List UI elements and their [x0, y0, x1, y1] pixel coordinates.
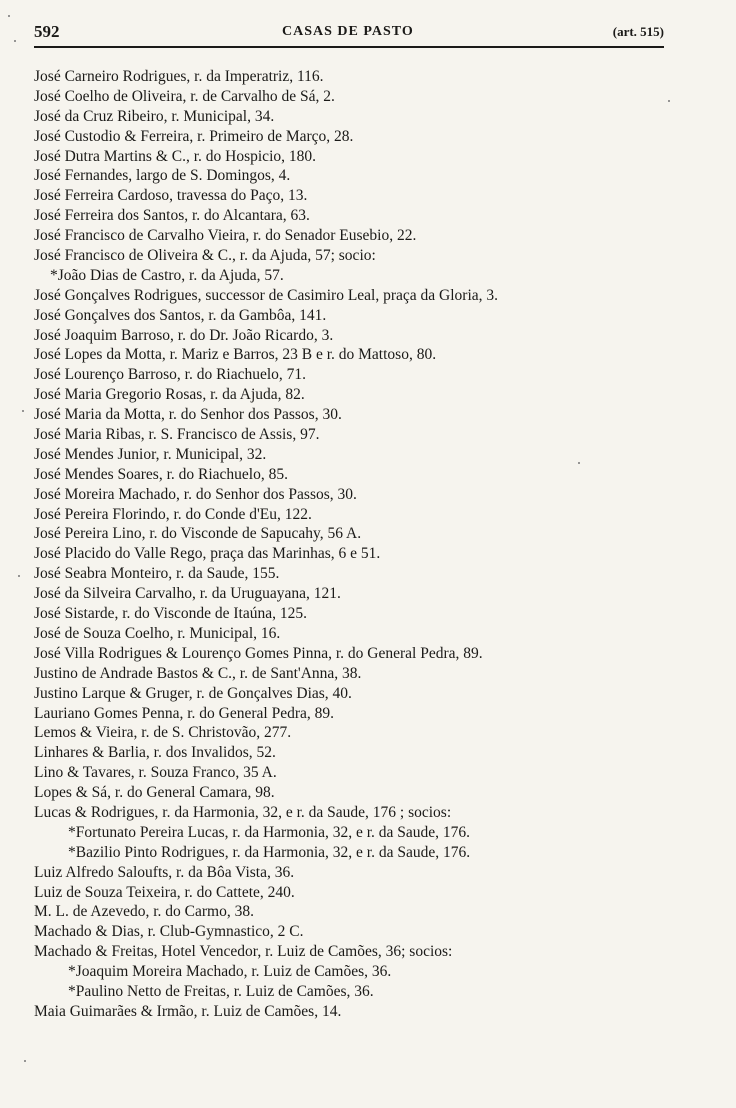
print-speck	[14, 40, 16, 42]
directory-entry: José Francisco de Carvalho Vieira, r. do Senador Eusebio, 22.	[34, 227, 417, 245]
directory-entry: José Ferreira Cardoso, travessa do Paço, 13.	[34, 187, 308, 205]
directory-entry: José Fernandes, largo de S. Domingos, 4.	[34, 167, 291, 185]
directory-entry-list	[34, 67, 684, 1022]
directory-entry: José Seabra Monteiro, r. da Saude, 155.	[34, 565, 280, 583]
print-speck	[578, 462, 580, 464]
directory-entry: Linhares & Barlia, r. dos Invalidos, 52.	[34, 744, 276, 762]
page-header	[34, 22, 664, 42]
directory-entry: José Maria da Motta, r. do Senhor dos Passos, 30.	[34, 406, 342, 424]
directory-entry: José Pereira Florindo, r. do Conde d'Eu, 122.	[34, 505, 312, 523]
directory-entry: Lucas & Rodrigues, r. da Harmonia, 32, e r. da Saude, 176 ; socios:	[34, 803, 452, 821]
partner-entry: *Paulino Netto de Freitas, r. Luiz de Camões, 36.	[68, 982, 374, 1000]
directory-entry: José Ferreira dos Santos, r. do Alcantara, 63.	[34, 207, 310, 225]
directory-entry: José Villa Rodrigues & Lourenço Gomes Pinna, r. do General Pedra, 89.	[34, 644, 483, 662]
directory-entry: José Mendes Soares, r. do Riachuelo, 85.	[34, 465, 288, 483]
directory-entry: Lemos & Vieira, r. de S. Christovão, 277.	[34, 724, 292, 742]
directory-entry: Machado & Dias, r. Club-Gymnastico, 2 C.	[34, 923, 304, 941]
directory-entry: José Placido do Valle Rego, praça das Marinhas, 6 e 51.	[34, 545, 381, 563]
directory-entry: José Carneiro Rodrigues, r. da Imperatriz, 116.	[34, 68, 324, 85]
directory-entry: José Maria Gregorio Rosas, r. da Ajuda, 82.	[34, 386, 305, 404]
directory-entry: Machado & Freitas, Hotel Vencedor, r. Luiz de Camões, 36; socios:	[34, 943, 453, 961]
directory-entry: Luiz Alfredo Saloufts, r. da Bôa Vista, 36.	[34, 863, 295, 881]
page-number: 592	[34, 22, 60, 41]
print-speck	[668, 100, 670, 102]
directory-entry: José Joaquim Barroso, r. do Dr. João Ricardo, 3.	[34, 326, 334, 344]
partner-entry: *Fortunato Pereira Lucas, r. da Harmonia, 32, e r. da Saude, 176.	[68, 823, 471, 841]
directory-entry: Maia Guimarães & Irmão, r. Luiz de Camões, 14.	[34, 1002, 342, 1020]
partner-entry: *Bazilio Pinto Rodrigues, r. da Harmonia, 32, e r. da Saude, 176.	[68, 843, 471, 861]
directory-entry: José Coelho de Oliveira, r. de Carvalho de Sá, 2.	[34, 87, 335, 105]
print-speck	[8, 15, 10, 17]
directory-entry: José Gonçalves dos Santos, r. da Gambôa, 141.	[34, 306, 327, 324]
directory-entry: José Gonçalves Rodrigues, successor de Casimiro Leal, praça da Gloria, 3.	[34, 286, 499, 304]
section-title: CASAS DE PASTO	[282, 24, 414, 39]
directory-entry: José Lourenço Barroso, r. do Riachuelo, 71.	[34, 366, 307, 384]
directory-entry: M. L. de Azevedo, r. do Carmo, 38.	[34, 903, 254, 921]
print-speck	[22, 410, 24, 412]
print-speck	[18, 575, 20, 577]
directory-entry: Luiz de Souza Teixeira, r. do Cattete, 240.	[34, 883, 295, 901]
directory-entry: José Francisco de Oliveira & C., r. da Ajuda, 57; socio:	[34, 247, 376, 265]
directory-entry: José Dutra Martins & C., r. do Hospicio, 180.	[34, 147, 316, 165]
directory-entry: Lino & Tavares, r. Souza Franco, 35 A.	[34, 764, 277, 782]
print-speck	[24, 1060, 26, 1062]
directory-entry: Justino Larque & Gruger, r. de Gonçalves Dias, 40.	[34, 684, 352, 702]
directory-entry: Justino de Andrade Bastos & C., r. de Sant'Anna, 38.	[34, 664, 362, 682]
directory-entry: José Custodio & Ferreira, r. Primeiro de Março, 28.	[34, 127, 354, 145]
directory-entry: José da Cruz Ribeiro, r. Municipal, 34.	[34, 107, 275, 125]
directory-entry: José Lopes da Motta, r. Mariz e Barros, 23 B e r. do Mattoso, 80.	[34, 346, 437, 364]
partner-entry: *João Dias de Castro, r. da Ajuda, 57.	[50, 266, 284, 284]
directory-entry: José Mendes Junior, r. Municipal, 32.	[34, 445, 267, 463]
partner-entry: *Joaquim Moreira Machado, r. Luiz de Camões, 36.	[68, 963, 392, 981]
directory-entry: José Moreira Machado, r. do Senhor dos Passos, 30.	[34, 485, 357, 503]
directory-entry: José de Souza Coelho, r. Municipal, 16.	[34, 624, 281, 642]
directory-entry: José Maria Ribas, r. S. Francisco de Assis, 97.	[34, 426, 320, 444]
directory-entry: José Sistarde, r. do Visconde de Itaúna, 125.	[34, 605, 307, 623]
directory-entry: José da Silveira Carvalho, r. da Uruguayana, 121.	[34, 585, 341, 603]
directory-entry: Lopes & Sá, r. do General Camara, 98.	[34, 784, 275, 802]
article-reference: (art. 515)	[612, 24, 664, 39]
header-rule	[34, 46, 664, 48]
directory-entry: José Pereira Lino, r. do Visconde de Sapucahy, 56 A.	[34, 525, 362, 543]
directory-entry: Lauriano Gomes Penna, r. do General Pedra, 89.	[34, 704, 335, 722]
